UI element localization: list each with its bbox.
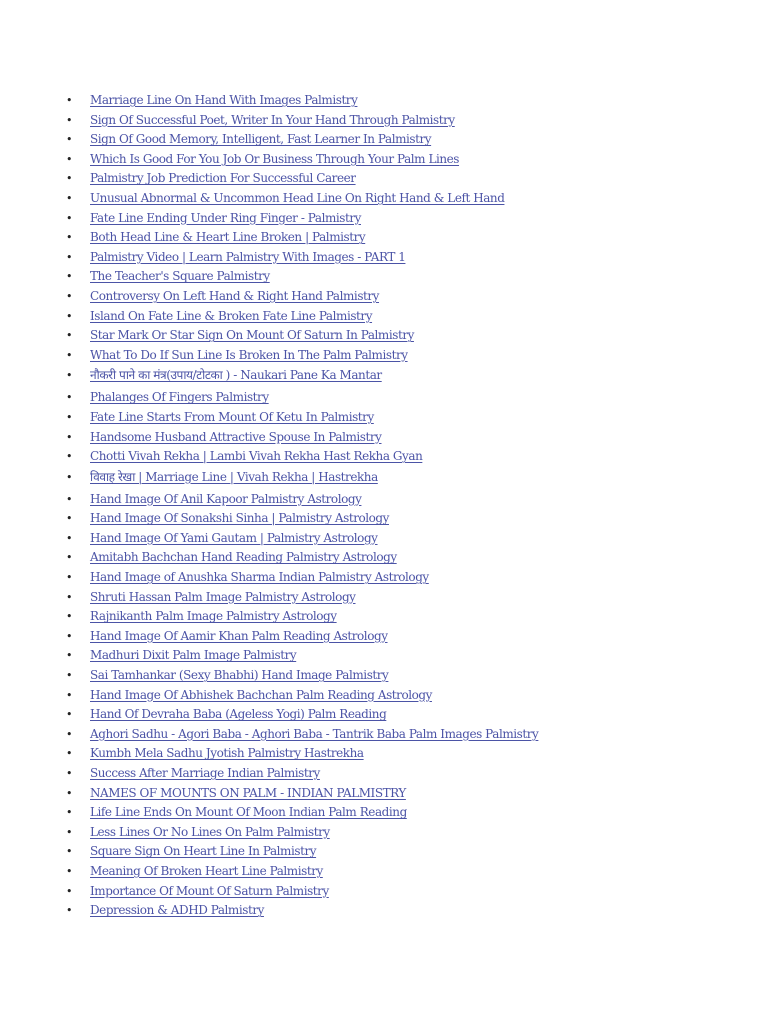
list-item xyxy=(62,666,742,686)
article-link[interactable]: What To Do If Sun Line Is Broken In The Palm Palmistry xyxy=(90,347,408,362)
list-item xyxy=(62,862,742,882)
list-item xyxy=(62,744,742,764)
bullet-icon: • xyxy=(66,250,73,264)
bullet-icon: • xyxy=(66,450,73,464)
bullet-icon: • xyxy=(66,551,73,565)
list-item xyxy=(62,447,742,467)
list-item xyxy=(62,784,742,804)
article-link[interactable]: Palmistry Job Prediction For Successful Career xyxy=(90,171,356,186)
article-link[interactable]: Palmistry Video | Learn Palmistry With Images - PART 1 xyxy=(90,249,406,264)
list-item xyxy=(62,150,742,170)
list-item xyxy=(62,111,742,131)
article-link[interactable]: Which Is Good For You Job Or Business Through Your Palm Lines xyxy=(90,151,460,166)
list-item xyxy=(62,228,742,248)
article-link[interactable]: Hand Image Of Abhishek Bachchan Palm Reading Astrology xyxy=(90,687,432,702)
bullet-icon: • xyxy=(66,391,73,405)
bullet-icon: • xyxy=(66,348,73,362)
bullet-icon: • xyxy=(66,708,73,722)
article-link[interactable]: Hand Image Of Yami Gautam | Palmistry Astrology xyxy=(90,530,378,545)
list-item xyxy=(62,705,742,725)
list-item xyxy=(62,823,742,843)
article-link[interactable]: Sai Tamhankar (Sexy Bhabhi) Hand Image Palmistry xyxy=(90,668,389,683)
bullet-icon: • xyxy=(66,152,73,166)
list-item xyxy=(62,882,742,902)
article-link[interactable]: Meaning Of Broken Heart Line Palmistry xyxy=(90,863,323,878)
list-item xyxy=(62,588,742,608)
list-item xyxy=(62,388,742,408)
bullet-icon: • xyxy=(66,845,73,859)
article-link[interactable]: Rajnikanth Palm Image Palmistry Astrology xyxy=(90,609,337,624)
article-link[interactable]: Success After Marriage Indian Palmistry xyxy=(90,766,320,780)
article-link[interactable]: Madhuri Dixit Palm Image Palmistry xyxy=(90,648,297,663)
bullet-icon: • xyxy=(66,629,73,643)
bullet-icon: • xyxy=(66,825,73,839)
list-item xyxy=(62,267,742,287)
article-link[interactable]: Less Lines Or No Lines On Palm Palmistry xyxy=(90,824,330,839)
article-link[interactable]: Aghori Sadhu - Agori Baba - Aghori Baba - Tantrik Baba Palm Images Palmistry xyxy=(90,726,539,741)
article-link[interactable]: विवाह रेखा | Marriage Line | Vivah Rekha | Hastrekha xyxy=(90,469,378,484)
article-link[interactable]: Fate Line Ending Under Ring Finger - Palmistry xyxy=(90,210,361,225)
list-item xyxy=(62,326,742,346)
bullet-icon: • xyxy=(66,410,73,424)
list-item xyxy=(62,764,742,784)
bullet-icon: • xyxy=(66,904,73,918)
list-item xyxy=(62,842,742,862)
article-link[interactable]: Sign Of Good Memory, Intelligent, Fast Learner In Palmistry xyxy=(90,132,432,147)
article-link[interactable]: Star Mark Or Star Sign On Mount Of Saturn In Palmistry xyxy=(90,328,414,343)
bullet-icon: • xyxy=(66,191,73,205)
article-link[interactable]: Island On Fate Line & Broken Fate Line Palmistry xyxy=(90,308,373,323)
article-link[interactable]: Life Line Ends On Mount Of Moon Indian Palm Reading xyxy=(90,805,407,820)
bullet-icon: • xyxy=(66,211,73,225)
list-item xyxy=(62,529,742,549)
bullet-icon: • xyxy=(66,470,73,484)
article-link[interactable]: Marriage Line On Hand With Images Palmistry xyxy=(90,93,358,107)
article-link[interactable]: Chotti Vivah Rekha | Lambi Vivah Rekha Hast Rekha Gyan xyxy=(90,449,423,464)
bullet-icon: • xyxy=(66,113,73,127)
bullet-icon: • xyxy=(66,289,73,303)
bullet-icon: • xyxy=(66,649,73,663)
list-item xyxy=(62,627,742,647)
article-link[interactable]: Importance Of Mount Of Saturn Palmistry xyxy=(90,883,329,898)
bullet-icon: • xyxy=(66,688,73,702)
list-item xyxy=(62,548,742,568)
article-link[interactable]: Hand Image of Anushka Sharma Indian Palmistry Astrology xyxy=(90,570,429,585)
list-item xyxy=(62,509,742,529)
article-link[interactable]: Amitabh Bachchan Hand Reading Palmistry Astrology xyxy=(90,550,397,565)
bullet-icon: • xyxy=(66,369,73,383)
list-item xyxy=(62,803,742,823)
article-link[interactable]: Phalanges Of Fingers Palmistry xyxy=(90,390,269,405)
list-item xyxy=(62,568,742,588)
article-link[interactable]: Shruti Hassan Palm Image Palmistry Astrology xyxy=(90,589,356,604)
list-item xyxy=(62,428,742,448)
list-item xyxy=(62,169,742,189)
list-item xyxy=(62,467,742,490)
article-link[interactable]: The Teacher's Square Palmistry xyxy=(90,269,270,284)
bullet-icon: • xyxy=(66,806,73,820)
bullet-icon: • xyxy=(66,512,73,526)
article-link[interactable]: NAMES OF MOUNTS ON PALM - INDIAN PALMISTRY xyxy=(90,785,406,800)
bullet-icon: • xyxy=(66,864,73,878)
list-item xyxy=(62,901,742,921)
article-link[interactable]: Kumbh Mela Sadhu Jyotish Palmistry Hastrekha xyxy=(90,746,364,761)
list-item xyxy=(62,408,742,428)
list-item xyxy=(62,365,742,388)
article-link[interactable]: Both Head Line & Heart Line Broken | Palmistry xyxy=(90,230,366,245)
article-link[interactable]: Unusual Abnormal & Uncommon Head Line On Right Hand & Left Hand xyxy=(90,190,505,205)
article-link[interactable]: Hand Image Of Aamir Khan Palm Reading Astrology xyxy=(90,628,388,643)
article-link[interactable]: Hand Of Devraha Baba (Ageless Yogi) Palm Reading xyxy=(90,707,387,722)
list-item xyxy=(62,248,742,268)
bullet-icon: • xyxy=(66,492,73,506)
list-item xyxy=(62,346,742,366)
article-link[interactable]: Hand Image Of Sonakshi Sinha | Palmistry Astrology xyxy=(90,511,389,526)
list-item xyxy=(62,490,742,510)
bullet-icon: • xyxy=(66,669,73,683)
bullet-icon: • xyxy=(66,786,73,800)
bullet-icon: • xyxy=(66,231,73,245)
bullet-icon: • xyxy=(66,329,73,343)
bullet-icon: • xyxy=(66,767,73,780)
list-item xyxy=(62,287,742,307)
article-link[interactable]: Handsome Husband Attractive Spouse In Palmistry xyxy=(90,429,382,444)
list-item xyxy=(62,725,742,745)
bullet-icon: • xyxy=(66,270,73,284)
list-item xyxy=(62,189,742,209)
article-link[interactable]: Fate Line Starts From Mount Of Ketu In Palmistry xyxy=(90,409,374,424)
article-link-list xyxy=(62,91,742,921)
list-item xyxy=(62,91,742,111)
bullet-icon: • xyxy=(66,531,73,545)
list-item xyxy=(62,307,742,327)
bullet-icon: • xyxy=(66,610,73,624)
article-link[interactable]: नौकरी पाने का मंत्र(उपाय/टोटका ) - Naukari Pane Ka Mantar xyxy=(90,368,382,383)
bullet-icon: • xyxy=(66,571,73,585)
list-item xyxy=(62,686,742,706)
bullet-icon: • xyxy=(66,747,73,761)
list-item xyxy=(62,209,742,229)
list-item xyxy=(62,607,742,627)
bullet-icon: • xyxy=(66,727,73,741)
bullet-icon: • xyxy=(66,590,73,604)
article-link[interactable]: Depression & ADHD Palmistry xyxy=(90,903,264,918)
bullet-icon: • xyxy=(66,172,73,186)
list-item xyxy=(62,646,742,666)
article-link[interactable]: Sign Of Successful Poet, Writer In Your Hand Through Palmistry xyxy=(90,112,455,127)
bullet-icon: • xyxy=(66,94,73,107)
article-link[interactable]: Hand Image Of Anil Kapoor Palmistry Astrology xyxy=(90,491,362,506)
bullet-icon: • xyxy=(66,884,73,898)
bullet-icon: • xyxy=(66,430,73,444)
bullet-icon: • xyxy=(66,133,73,147)
bullet-icon: • xyxy=(66,309,73,323)
list-item xyxy=(62,130,742,150)
article-link[interactable]: Controversy On Left Hand & Right Hand Palmistry xyxy=(90,288,380,303)
article-link[interactable]: Square Sign On Heart Line In Palmistry xyxy=(90,844,317,859)
